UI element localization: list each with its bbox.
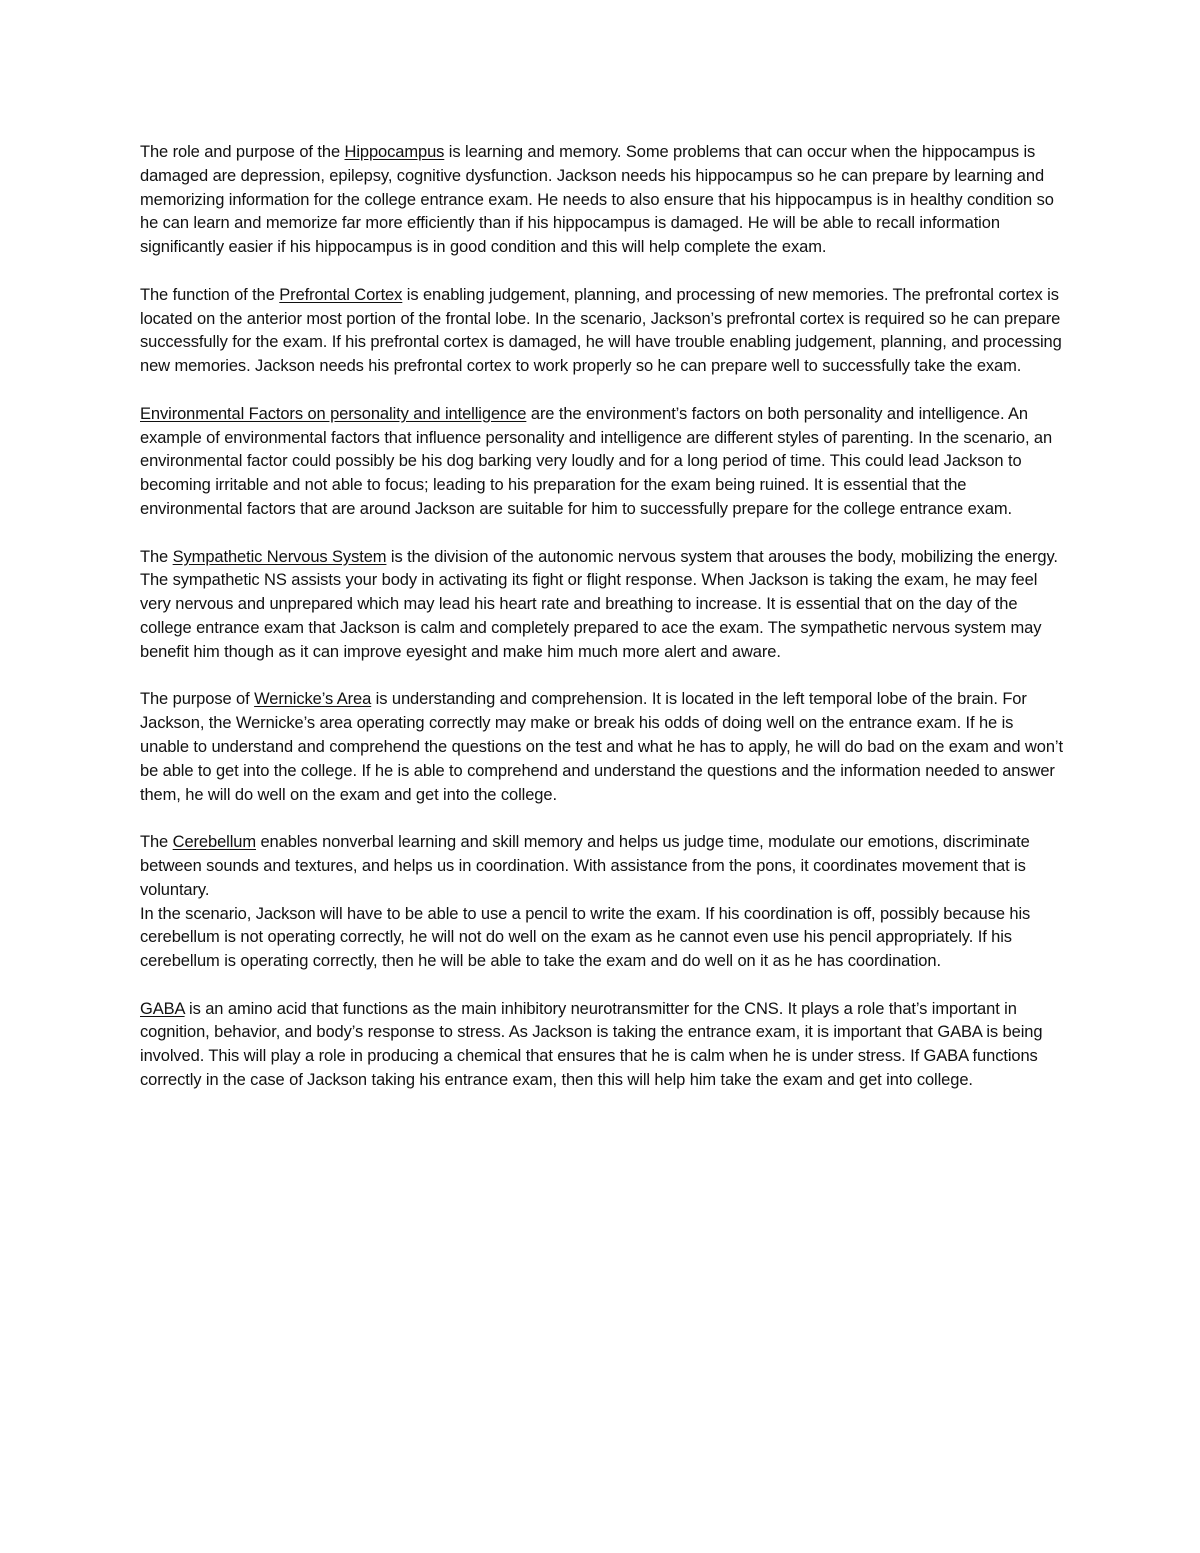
paragraph-text: is the division of the autonomic nervous system that arouses the body, mobilizing the energy. The sympathetic NS assists your body in activating its fight or flight response. When Jackson is taking the exam, he may feel very nervous and unprepared which may lead his heart rate and breathing to increase. It is essential that on the day of the college entrance exam that Jackson is calm and completely prepared to ace the exam. The sympathetic nervous system may benefit him though as it can improve eyesight and make him much more alert and aware. (140, 547, 1058, 661)
paragraph-hippocampus (140, 141, 1065, 260)
paragraph-wernickes-area (140, 688, 1065, 807)
paragraph-text: are the environment’s factors on both personality and intelligence. An example of environmental factors that influence personality and intelligence are different styles of parenting. In the scenario, an environmental factor could possibly be his dog barking very loudly and for a long period of time. This could lead Jackson to becoming irritable and not able to focus; leading to his preparation for the exam being ruined. It is essential that the environmental factors that are around Jackson are suitable for him to successfully prepare for the college entrance exam. (140, 404, 1053, 518)
paragraph-lead: The purpose of (140, 690, 255, 709)
paragraph-lead: The function of the (140, 285, 280, 304)
paragraph-prefrontal-cortex (140, 284, 1065, 379)
paragraph-continuation: In the scenario, Jackson will have to be able to use a pencil to write the exam. If his coordination is off, possibly because his cerebellum is not operating correctly, he will not do well on the exam as he cannot even use his pencil appropriately. If his cerebellum is operating correctly, then he will be able to take the exam and do well on it as he has coordination. (140, 904, 1031, 971)
paragraph-text: is learning and memory. Some problems that can occur when the hippocampus is damaged are depression, epilepsy, cognitive dysfunction. Jackson needs his hippocampus so he can prepare by learning and memorizing information for the college entrance exam. He needs to also ensure that his hippocampus is in healthy condition so he can learn and memorize far more efficiently than if his hippocampus is damaged. He will be able to recall information significantly easier if his hippocampus is in good condition and this will help complete the exam. (140, 143, 1054, 257)
paragraph-lead: The (140, 547, 173, 566)
term-sympathetic-nervous-system: Sympathetic Nervous System (172, 547, 387, 566)
paragraph-gaba (140, 998, 1065, 1093)
term-gaba: GABA (140, 999, 185, 1018)
paragraph-text: is an amino acid that functions as the main inhibitory neurotransmitter for the CNS. It plays a role that’s important in cognition, behavior, and body’s response to stress. As Jackson is taking the entrance exam, it is important that GABA is being involved. This will play a role in producing a chemical that ensures that he is calm when he is under stress. If GABA functions correctly in the case of Jackson taking his entrance exam, then this will help him take the exam and get into college. (140, 999, 1043, 1090)
paragraph-text: enables nonverbal learning and skill memory and helps us judge time, modulate our emotions, discriminate between sounds and textures, and helps us in coordination. With assistance from the pons, it coordinates movement that is voluntary. (140, 833, 1030, 899)
paragraph-lead: The role and purpose of the (140, 143, 345, 161)
paragraph-text: is enabling judgement, planning, and processing of new memories. The prefrontal cortex is located on the anterior most portion of the frontal lobe. In the scenario, Jackson’s prefrontal cortex is required so he can prepare successfully for the exam. If his prefrontal cortex is damaged, he will have trouble enabling judgement, planning, and processing new memories. Jackson needs his prefrontal cortex to work properly so he can prepare well to successfully take the exam. (140, 285, 1062, 376)
paragraph-cerebellum (140, 831, 1065, 974)
paragraph-sympathetic-nervous-system (140, 546, 1065, 665)
document-body (140, 141, 1065, 1117)
term-hippocampus: Hippocampus (344, 143, 445, 161)
term-prefrontal-cortex: Prefrontal Cortex (279, 285, 403, 304)
paragraph-text: is understanding and comprehension. It is located in the left temporal lobe of the brain. For Jackson, the Wernicke’s area operating correctly may make or break his odds of doing well on the entrance exam. If he is unable to understand and comprehend the questions on the test and what he has to apply, he will do bad on the exam and won’t be able to get into the college. If he is able to comprehend and understand the questions and the information needed to answer them, he will do well on the exam and get into the college. (140, 690, 1063, 804)
term-wernickes-area: Wernicke’s Area (254, 690, 372, 709)
paragraph-environmental-factors (140, 403, 1065, 522)
term-cerebellum: Cerebellum (172, 833, 256, 852)
paragraph-lead: The (140, 833, 173, 852)
term-environmental-factors: Environmental Factors on personality and intelligence (140, 404, 527, 423)
